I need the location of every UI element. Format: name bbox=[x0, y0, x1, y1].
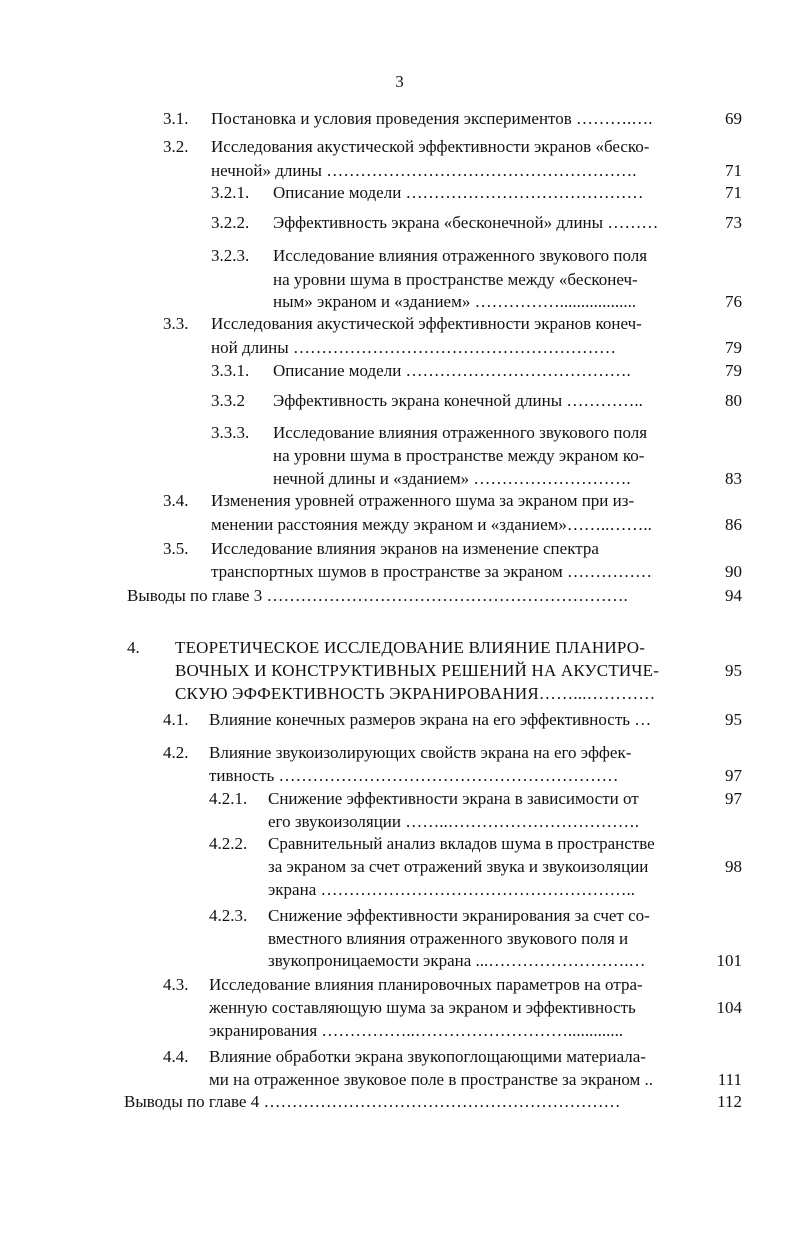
toc-entry-title-line: транспортных шумов в пространстве за экраном …………… bbox=[211, 562, 653, 581]
toc-entry-title-line: экрана ……………………………………………….. bbox=[268, 880, 635, 899]
toc-entry-page: 101 bbox=[716, 951, 742, 970]
toc-entry-title-line: Исследование влияния отраженного звукового поля bbox=[273, 246, 648, 265]
toc-entry-title-line: ми на отраженное звуковое поле в пространстве за экраном .. bbox=[209, 1070, 654, 1089]
toc-entry-title-line: Выводы по главе 4 ……………………………………………………… bbox=[124, 1092, 621, 1111]
toc-entry-number: 4.4. bbox=[163, 1047, 189, 1066]
toc-entry-page: 79 bbox=[725, 361, 742, 380]
toc-entry-title-line: Влияние обработки экрана звукопоглощающими материала- bbox=[209, 1047, 646, 1066]
toc-entry-title-line: Эффективность экрана конечной длины ………….. bbox=[273, 391, 643, 410]
toc-entry-title-line: Выводы по главе 3 ………………………………………………………. bbox=[127, 586, 628, 605]
toc-entry-number: 4.2. bbox=[163, 743, 189, 762]
toc-entry-title-line: Влияние конечных размеров экрана на его эффективность … bbox=[209, 710, 652, 729]
toc-entry-title-line: Описание модели …………………………………… bbox=[273, 183, 644, 202]
toc-entry-title-line: Эффективность экрана «бесконечной» длины ……… bbox=[273, 213, 659, 232]
toc-entry-number: 3.4. bbox=[163, 491, 189, 510]
toc-entry-number: 3.2. bbox=[163, 137, 189, 156]
toc-entry-title-line: Влияние звукоизолирующих свойств экрана на его эффек- bbox=[209, 743, 632, 762]
toc-entry-number: 4.2.3. bbox=[209, 906, 248, 925]
toc-entry-page: 97 bbox=[725, 789, 742, 808]
toc-entry-page: 95 bbox=[725, 661, 742, 680]
toc-entry-title-line: Снижение эффективности экрана в зависимости от bbox=[268, 789, 639, 808]
toc-entry-title-line: ВОЧНЫХ И КОНСТРУКТИВНЫХ РЕШЕНИЙ НА АКУСТИЧЕ- bbox=[175, 661, 660, 680]
toc-entry-page: 73 bbox=[725, 213, 742, 232]
toc-entry-title-line: за экраном за счет отражений звука и звукоизоляции bbox=[268, 857, 649, 876]
toc-entry-title-line: ТЕОРЕТИЧЕСКОЕ ИССЛЕДОВАНИЕ ВЛИЯНИЕ ПЛАНИРО- bbox=[175, 638, 646, 657]
toc-entry-page: 112 bbox=[717, 1092, 742, 1111]
toc-entry-title-line: на уровни шума в пространстве между «бесконеч- bbox=[273, 270, 638, 289]
toc-entry-page: 71 bbox=[725, 161, 742, 180]
page-number: 3 bbox=[395, 72, 404, 91]
toc-entry-title-line: Исследование влияния планировочных параметров на отра- bbox=[209, 975, 643, 994]
toc-entry-page: 86 bbox=[725, 515, 742, 534]
toc-entry-number: 3.5. bbox=[163, 539, 189, 558]
toc-entry-title-line: нечной длины и «зданием» ………………………. bbox=[273, 469, 631, 488]
toc-entry-title-line: Исследования акустической эффективности экранов конеч- bbox=[211, 314, 642, 333]
toc-entry-page: 80 bbox=[725, 391, 742, 410]
toc-entry-page: 111 bbox=[717, 1070, 742, 1089]
toc-entry-number: 3.3.3. bbox=[211, 423, 250, 442]
toc-entry-title-line: СКУЮ ЭФФЕКТИВНОСТЬ ЭКРАНИРОВАНИЯ……...………… bbox=[175, 684, 656, 703]
toc-entry-page: 79 bbox=[725, 338, 742, 357]
toc-entry-title-line: звукопроницаемости экрана ...…………………….… bbox=[268, 951, 646, 970]
toc-entry-title-line: тивность …………………………………………………… bbox=[209, 766, 619, 785]
toc-entry-page: 97 bbox=[725, 766, 742, 785]
toc-entry-page: 71 bbox=[725, 183, 742, 202]
toc-entry-page: 76 bbox=[725, 292, 742, 311]
toc-entry-number: 4.2.2. bbox=[209, 834, 248, 853]
toc-entry-title-line: Сравнительный анализ вкладов шума в пространстве bbox=[268, 834, 655, 853]
toc-entry-title-line: ной длины ………………………………………………… bbox=[211, 338, 616, 357]
toc-entry-title-line: нечной» длины ………………………………………………. bbox=[211, 161, 637, 180]
toc-entry-page: 98 bbox=[725, 857, 742, 876]
toc-entry-number: 3.2.3. bbox=[211, 246, 250, 265]
toc-entry-title-line: его звукоизоляции ……..……………………………. bbox=[268, 812, 639, 831]
toc-entry-page: 90 bbox=[725, 562, 742, 581]
toc-entry-number: 3.3.1. bbox=[211, 361, 250, 380]
toc-entry-page: 69 bbox=[725, 109, 742, 128]
toc-entry-page: 95 bbox=[725, 710, 742, 729]
toc-entry-title-line: Исследование влияния отраженного звукового поля bbox=[273, 423, 648, 442]
toc-entry-title-line: женную составляющую шума за экраном и эффективность bbox=[209, 998, 636, 1017]
toc-entry-number: 3.3. bbox=[163, 314, 189, 333]
toc-entry-title-line: Исследования акустической эффективности экранов «беско- bbox=[211, 137, 650, 156]
toc-entry-number: 3.2.1. bbox=[211, 183, 250, 202]
toc-entry-number: 3.3.2 bbox=[211, 391, 245, 410]
toc-entry-title-line: Исследование влияния экранов на изменение спектра bbox=[211, 539, 599, 558]
toc-entry-title-line: ным» экраном и «зданием» …………….................. bbox=[273, 292, 637, 311]
toc-entry-title-line: на уровни шума в пространстве между экраном ко- bbox=[273, 446, 645, 465]
toc-entry-page: 83 bbox=[725, 469, 742, 488]
toc-entry-title-line: Описание модели …………………………………. bbox=[273, 361, 631, 380]
toc-entry-title-line: Снижение эффективности экранирования за счет со- bbox=[268, 906, 650, 925]
toc-entry-title-line: Постановка и условия проведения экспериментов ……….…. bbox=[211, 109, 653, 128]
toc-entry-title-line: экранирования ……………..………………………............. bbox=[209, 1021, 624, 1040]
toc-entry-title-line: Изменения уровней отраженного шума за экраном при из- bbox=[211, 491, 635, 510]
toc-entry-number: 4. bbox=[127, 638, 140, 657]
toc-entry-number: 4.1. bbox=[163, 710, 189, 729]
toc-entry-number: 3.1. bbox=[163, 109, 189, 128]
toc-entry-page: 94 bbox=[725, 586, 742, 605]
toc-entry-number: 4.3. bbox=[163, 975, 189, 994]
toc-entry-number: 4.2.1. bbox=[209, 789, 248, 808]
toc-entry-title-line: менении расстояния между экраном и «зданием»……..…….. bbox=[211, 515, 652, 534]
toc-entry-number: 3.2.2. bbox=[211, 213, 250, 232]
toc-entry-title-line: вместного влияния отраженного звукового поля и bbox=[268, 929, 629, 948]
toc-entry-page: 104 bbox=[716, 998, 742, 1017]
